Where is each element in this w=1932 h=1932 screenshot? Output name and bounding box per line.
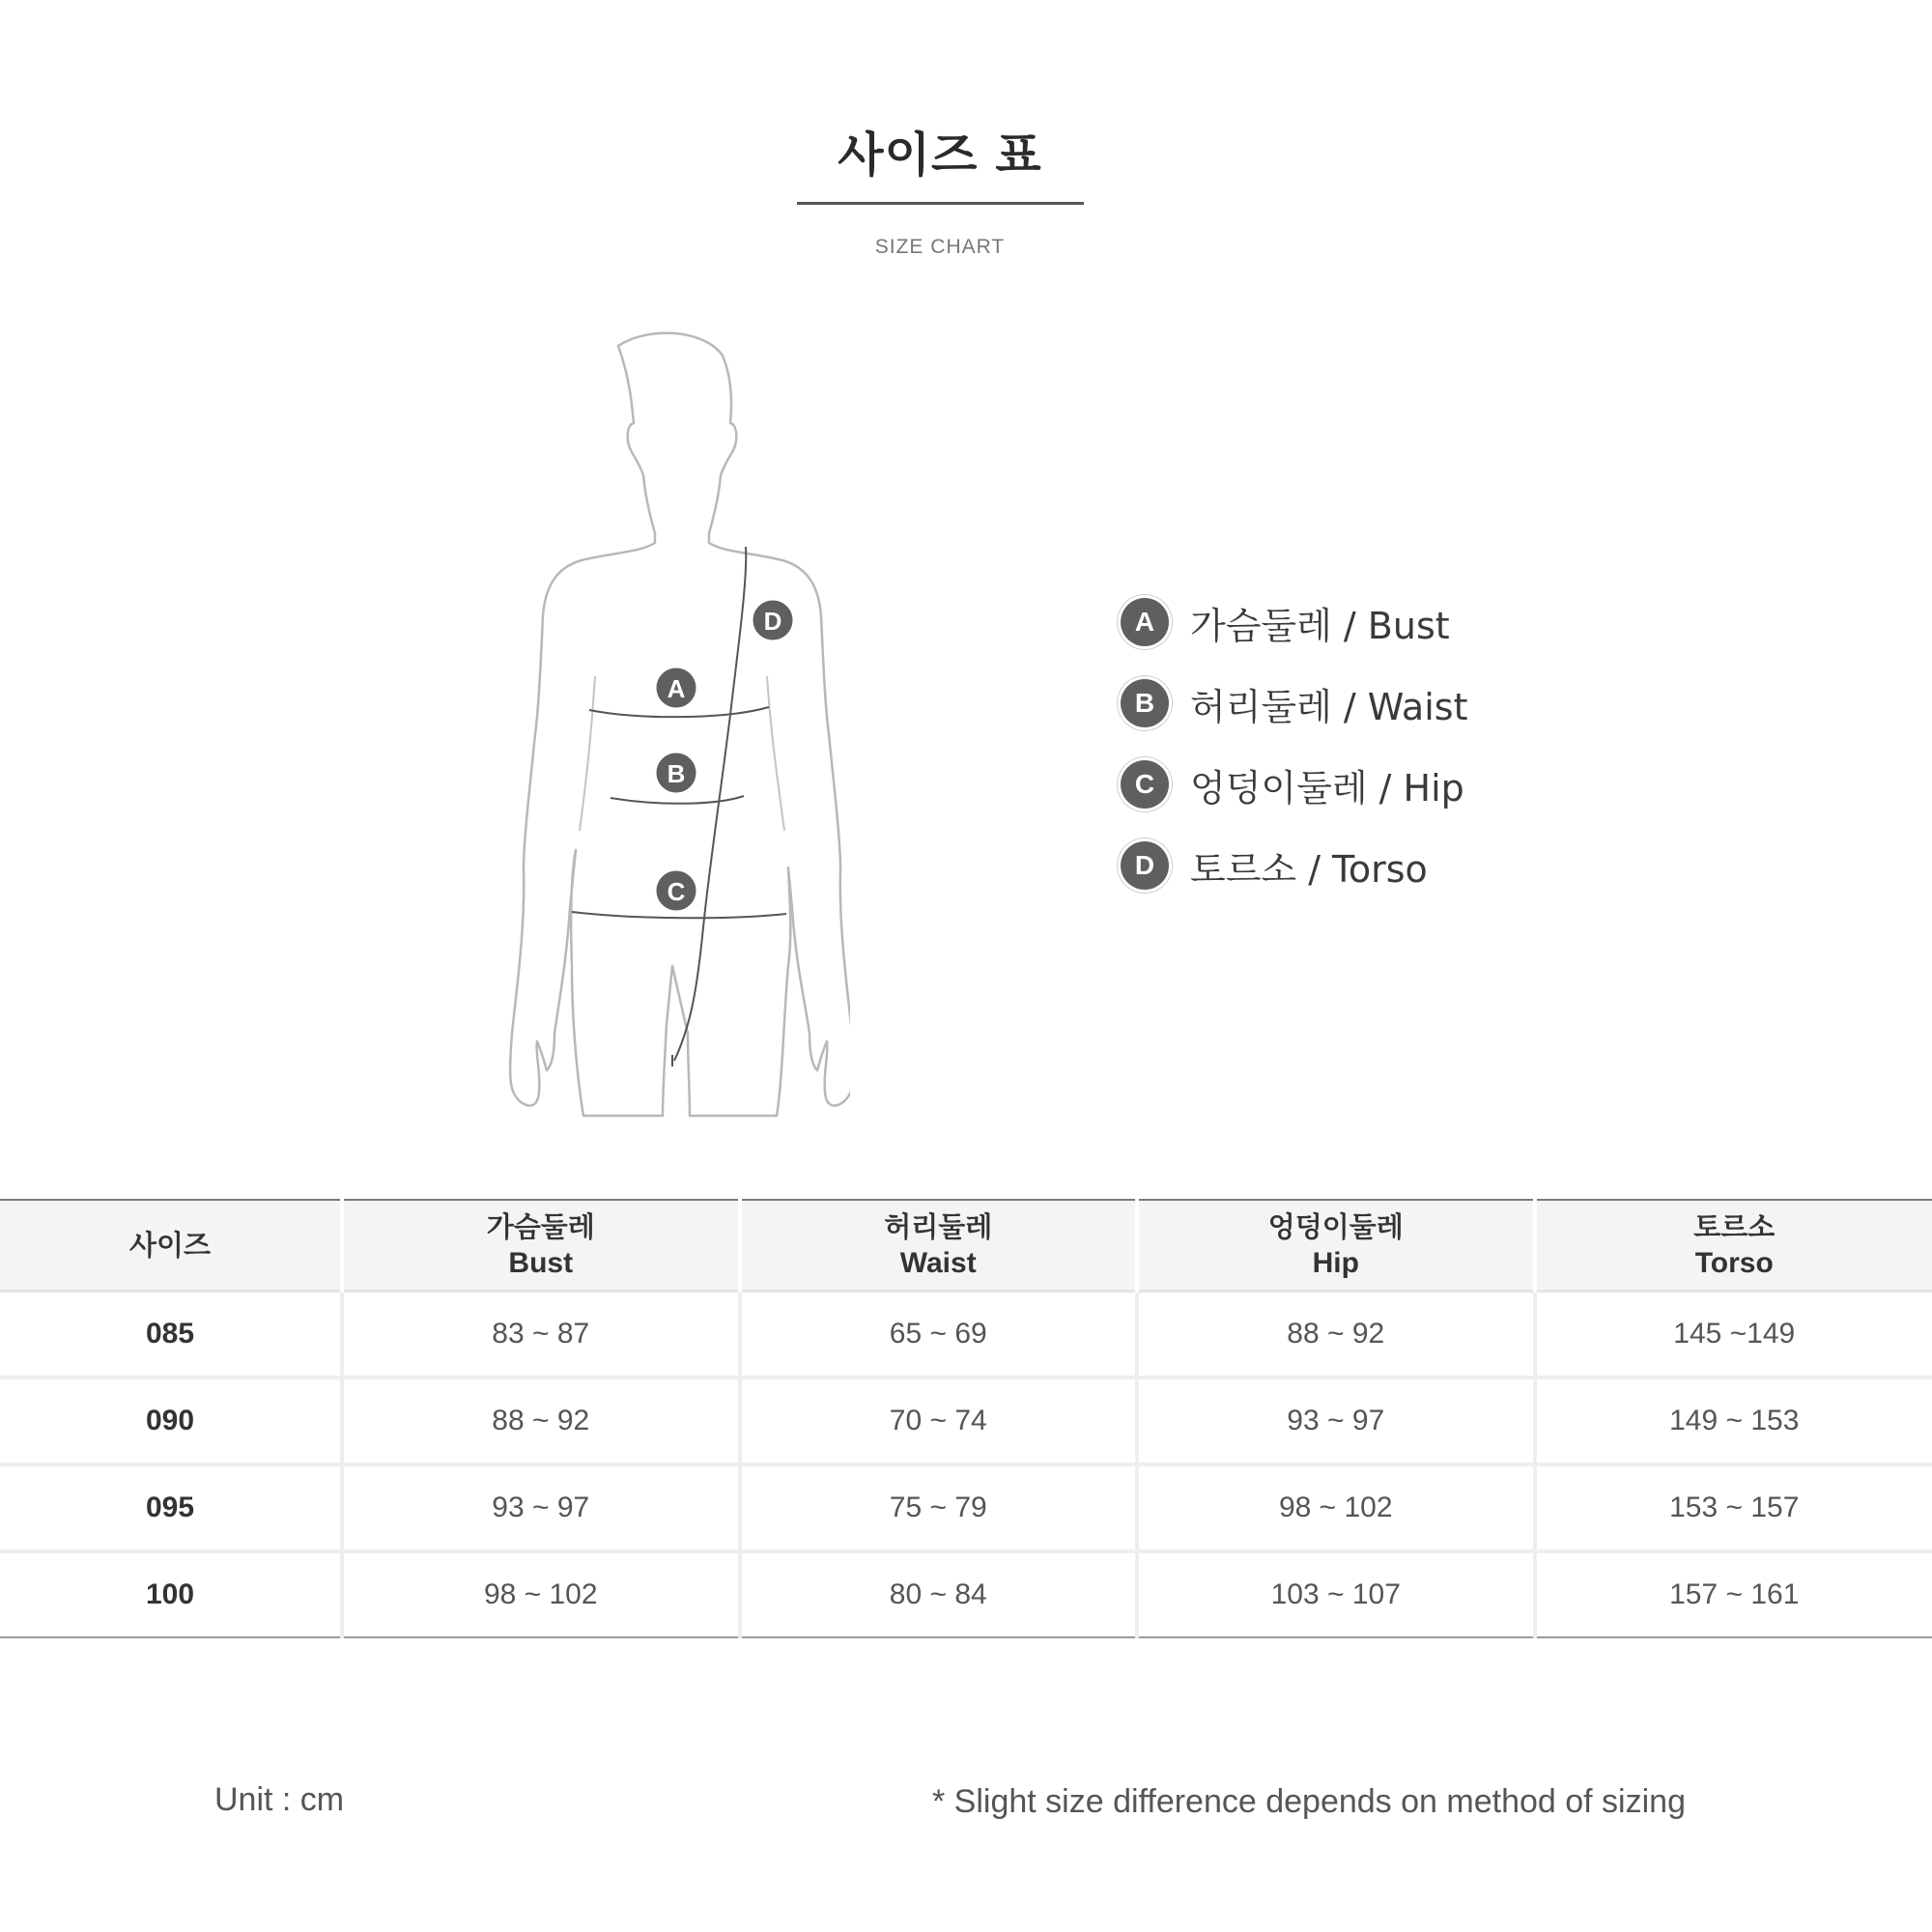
table-row	[0, 1551, 1932, 1637]
header-hip-ko: 엉덩이둘레	[1267, 1210, 1404, 1243]
legend-item-hip	[1121, 744, 1467, 825]
unit-label: Unit : cm	[214, 1781, 345, 1818]
header-torso-ko: 토르소	[1693, 1210, 1776, 1243]
legend-item-waist	[1121, 663, 1467, 744]
marker-d-letter: D	[763, 607, 782, 636]
legend-item-torso	[1121, 825, 1467, 906]
measurement-legend	[1121, 582, 1467, 906]
header-torso-en: Torso	[1694, 1247, 1774, 1279]
marker-c	[655, 869, 697, 912]
marker-d	[752, 599, 794, 641]
size-chart-table	[0, 1199, 1932, 1638]
cell-waist: 75 ~ 79	[740, 1464, 1138, 1551]
title-underline	[797, 202, 1084, 205]
header-bust-ko: 가슴둘레	[486, 1210, 595, 1243]
cell-hip: 93 ~ 97	[1137, 1378, 1535, 1464]
marker-a	[655, 667, 697, 709]
badge-a: A	[1121, 598, 1169, 646]
cell-hip: 98 ~ 102	[1137, 1464, 1535, 1551]
cell-torso: 145 ~149	[1535, 1292, 1932, 1378]
table-row	[0, 1464, 1932, 1551]
header-hip-en: Hip	[1312, 1247, 1359, 1279]
legend-item-bust	[1121, 582, 1467, 663]
legend-label-bust: 가슴둘레 / Bust	[1190, 604, 1450, 647]
body-measurement-figure	[502, 328, 850, 1130]
page-subtitle: SIZE CHART	[874, 236, 1006, 258]
header-waist-ko: 허리둘레	[884, 1210, 993, 1243]
badge-c: C	[1121, 760, 1169, 809]
badge-d: D	[1121, 841, 1169, 890]
cell-waist: 65 ~ 69	[740, 1292, 1138, 1378]
cell-torso: 153 ~ 157	[1535, 1464, 1932, 1551]
cell-bust: 98 ~ 102	[342, 1551, 740, 1637]
marker-b	[655, 752, 697, 794]
page-title: 사이즈 표	[838, 128, 1042, 183]
cell-size: 085	[0, 1292, 342, 1378]
right-arm-inner-line	[767, 676, 784, 831]
marker-c-letter: C	[667, 877, 686, 906]
body-silhouette	[510, 333, 850, 1116]
cell-waist: 70 ~ 74	[740, 1378, 1138, 1464]
header-bust	[342, 1200, 740, 1292]
cell-bust: 83 ~ 87	[342, 1292, 740, 1378]
cell-hip: 88 ~ 92	[1137, 1292, 1535, 1378]
marker-a-letter: A	[667, 674, 686, 703]
table-header-row	[0, 1200, 1932, 1292]
left-arm-inner-line	[580, 676, 595, 831]
header-waist-en: Waist	[899, 1247, 977, 1279]
header-size-ko: 사이즈	[128, 1229, 212, 1262]
cell-bust: 88 ~ 92	[342, 1378, 740, 1464]
waist-measure-line	[611, 796, 744, 804]
marker-b-letter: B	[667, 759, 686, 788]
cell-waist: 80 ~ 84	[740, 1551, 1138, 1637]
header-torso	[1535, 1200, 1932, 1292]
cell-size: 095	[0, 1464, 342, 1551]
header-size	[0, 1200, 342, 1292]
header-hip	[1137, 1200, 1535, 1292]
legend-label-torso: 토르소 / Torso	[1190, 847, 1428, 891]
cell-hip: 103 ~ 107	[1137, 1551, 1535, 1637]
table-row	[0, 1292, 1932, 1378]
header-waist	[740, 1200, 1138, 1292]
cell-torso: 157 ~ 161	[1535, 1551, 1932, 1637]
cell-torso: 149 ~ 153	[1535, 1378, 1932, 1464]
legend-label-hip: 엉덩이둘레 / Hip	[1190, 766, 1464, 810]
sizing-note: * Slight size difference depends on method of sizing	[932, 1783, 1686, 1820]
badge-b: B	[1121, 679, 1169, 727]
cell-size: 100	[145, 1578, 195, 1610]
header-bust-en: Bust	[508, 1247, 574, 1279]
cell-bust: 93 ~ 97	[342, 1464, 740, 1551]
table-row	[0, 1378, 1932, 1464]
legend-label-waist: 허리둘레 / Waist	[1190, 685, 1468, 728]
cell-size: 090	[0, 1378, 342, 1464]
